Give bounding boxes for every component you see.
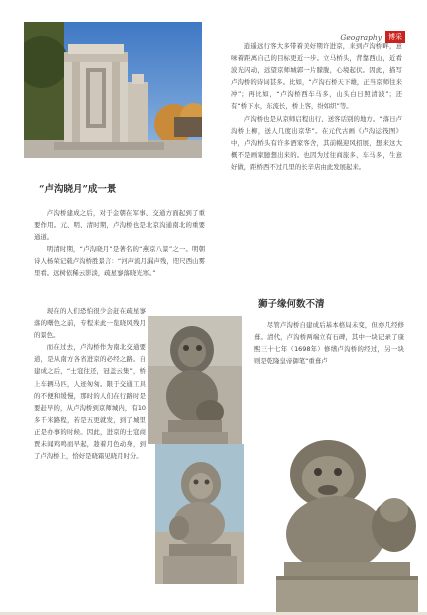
section-title-lions: 狮子缘何数不清 bbox=[258, 299, 325, 310]
paragraph: 卢沟桥也是从京师启程出行、送客话别的地方。“落日卢沟桥上柳，送人几度出京华”。在元代古画《卢沟运筏图》中，卢沟桥头有许多酒家客舍，其前幌迎风招展，想来这大概不是画家臆想出来的。也因为过往商旅多，车马多，生意好做，距桥西不过几里的长辛店由此发展起来。 bbox=[231, 114, 402, 171]
stone-lion-photo-2 bbox=[155, 444, 244, 584]
large-stone-lion-photo bbox=[266, 430, 427, 615]
stone-lion-photo-1 bbox=[148, 316, 242, 444]
paragraph: 现在的人们恐怕很少会赶在疏星寥落的曙色之前，专程来此一览晓风残月的景色。 bbox=[34, 307, 146, 340]
paragraph: 明清时期，“卢沟晓月”是著名的“燕京八景”之一。明朝诗人杨荣记载卢沟桥胜景言：“河声流月漏声残，咫尺西山雾里看。远树依稀云影淡，疏星寥落晓光寒。” bbox=[34, 245, 205, 278]
left-column-text bbox=[34, 207, 205, 280]
right-column-mid-text bbox=[254, 319, 404, 367]
paragraph: 卢沟桥建成之后，对于金朝在军事、交通方面起到了重要作用。元、明、清时期，卢沟桥也是北京沟通南北的重要通道。 bbox=[34, 209, 205, 242]
section-tag: 博采 bbox=[385, 31, 405, 43]
section-title-lugou-xiaoyue: “卢沟晓月”成一景 bbox=[39, 184, 117, 195]
section-label-en: Geography bbox=[340, 32, 382, 42]
left-narrow-column-text bbox=[34, 305, 146, 462]
paragraph: 而在过去，卢沟桥作为南北交通要道，是从南方各省进京的必经之路。自建成之后，“士寇往还，冠盖云集”，桥上车辆马匹，人迹匆匆。限于交通工具的不便和缓慢，那时的人们在行路时是要赶早的，从卢沟桥到京师城内，有10多千米路程，若是五更就发，到了城里正是办事的时候。因此，进京的士寇商贾未闻鸡鸣而早起，趁着月色动身，到了卢沟桥上，恰好是晓霜见晓月时分。 bbox=[34, 343, 146, 461]
stele-pavilion-photo bbox=[24, 22, 202, 158]
paragraph: 逍遥远行客大多带着美好期许进京，来到卢沟桥畔，意味着距离自己的目标更近一步。立马桥头，背靠西山，近看波光闪动，远望京师城郭一片朦胧，心境起伏。因此，描写卢沟桥的诗词甚多。比如，“卢沟石桥天下雄，正当京师往来冲”；再比如，“卢沟桥西车马多，山头白日照清波”；还有“桥下水，东流长，桥上客，纷如织”等。 bbox=[231, 42, 402, 111]
paragraph: 尽管卢沟桥自建成后基本格局未变，但亦几经修葺。清代，卢沟桥两端立有石碑，其中一块记录了康熙三十七年（1698年）修缮卢沟桥的经过，另一块则是乾隆皇帝御笔“重葺卢 bbox=[254, 321, 404, 366]
right-column-top-text bbox=[231, 40, 402, 173]
